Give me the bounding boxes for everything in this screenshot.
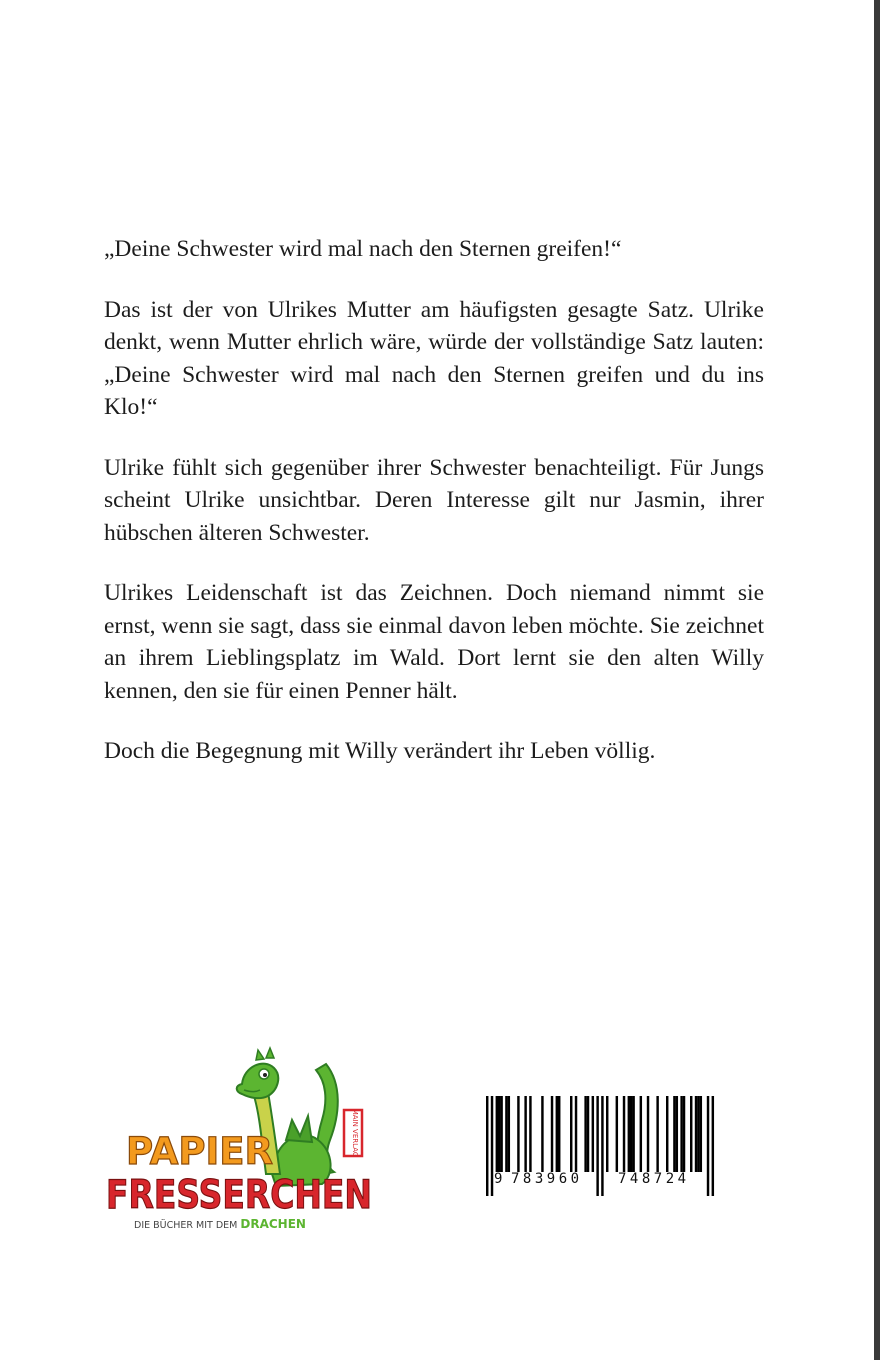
barcode-bar [695, 1096, 697, 1172]
blurb-paragraph: „Deine Schwester wird mal nach den Sternen greifen!“ [104, 236, 622, 262]
barcode-bar [505, 1096, 507, 1172]
barcode-bar [517, 1096, 519, 1172]
barcode-bar [500, 1096, 502, 1172]
imprint-badge [344, 1109, 362, 1158]
barcode-bar [556, 1096, 558, 1172]
barcode-bar [496, 1096, 498, 1172]
blurb-paragraph: Das ist der von Ulrikes Mutter am häufigsten gesagte Satz. Ulrike denkt, wenn Mutter ehrlich wäre, würde der vollständige Satz lauten: „Deine Schwester wird mal nach den Sternen greifen und du ins Klo!“ [104, 296, 764, 420]
logo-word-papier: PAPIER [126, 1130, 274, 1173]
barcode-bar [697, 1096, 699, 1172]
blurb-paragraph: Ulrikes Leidenschaft ist das Zeichnen. Doch niemand nimmt sie ernst, wenn sie sagt, dass sie einmal davon leben möchte. Sie zeichnet an ihrem Lieblingsplatz im Wald. Dort lernt sie den alten Willy kennen, den sie für einen Penner hält. [104, 580, 764, 704]
barcode-bar [676, 1096, 678, 1172]
barcode-bar [587, 1096, 589, 1172]
barcode-bar [541, 1096, 543, 1172]
isbn-group-1: 783960 [511, 1171, 583, 1187]
barcode-bar [592, 1096, 594, 1172]
barcode-bar [700, 1096, 702, 1172]
barcode-bar [570, 1096, 572, 1172]
barcode-bar [551, 1096, 553, 1172]
barcode-bar [683, 1096, 685, 1172]
logo-word-fresserchen: FRESSERCHEN [106, 1173, 372, 1218]
blurb-paragraph: Doch die Begegnung mit Willy verändert ihr Leben völlig. [104, 738, 656, 764]
barcode-bar [630, 1096, 632, 1172]
barcode-bar [628, 1096, 630, 1172]
isbn-group-2: 748724 [618, 1171, 690, 1187]
barcode-bar [616, 1096, 618, 1172]
barcode-bar [498, 1096, 500, 1172]
svg-text:MAIN VERLAG: MAIN VERLAG [351, 1108, 359, 1158]
barcode-bar [558, 1096, 560, 1172]
isbn-lead-digit: 9 [494, 1171, 503, 1187]
barcode-bar [584, 1096, 586, 1172]
barcode-bar [647, 1096, 649, 1172]
barcode-bar [640, 1096, 642, 1172]
barcode-bar [632, 1096, 634, 1172]
publisher-logo [104, 1044, 376, 1240]
barcode-bar [524, 1096, 526, 1172]
barcode-bar [606, 1096, 608, 1172]
barcode-bar [508, 1096, 510, 1172]
barcode-bar [673, 1096, 675, 1172]
barcode-bar [656, 1096, 658, 1172]
blurb-paragraph: Ulrike fühlt sich gegenüber ihrer Schwester benachteiligt. Für Jungs scheint Ulrike unsichtbar. Deren Interesse gilt nur Jasmin, ihrer hübschen älteren Schwester. [104, 454, 764, 546]
logo-tagline: DIE BÜCHER MIT DEM DRACHEN [134, 1217, 306, 1231]
barcode-bar [666, 1096, 668, 1172]
barcode-bar [680, 1096, 682, 1172]
isbn-digits [0, 1171, 880, 1195]
barcode-bar [623, 1096, 625, 1172]
blurb-text [104, 233, 764, 796]
barcode-bar [575, 1096, 577, 1172]
page-edge [874, 0, 880, 1360]
barcode-bar [529, 1096, 531, 1172]
barcode-bar [690, 1096, 692, 1172]
